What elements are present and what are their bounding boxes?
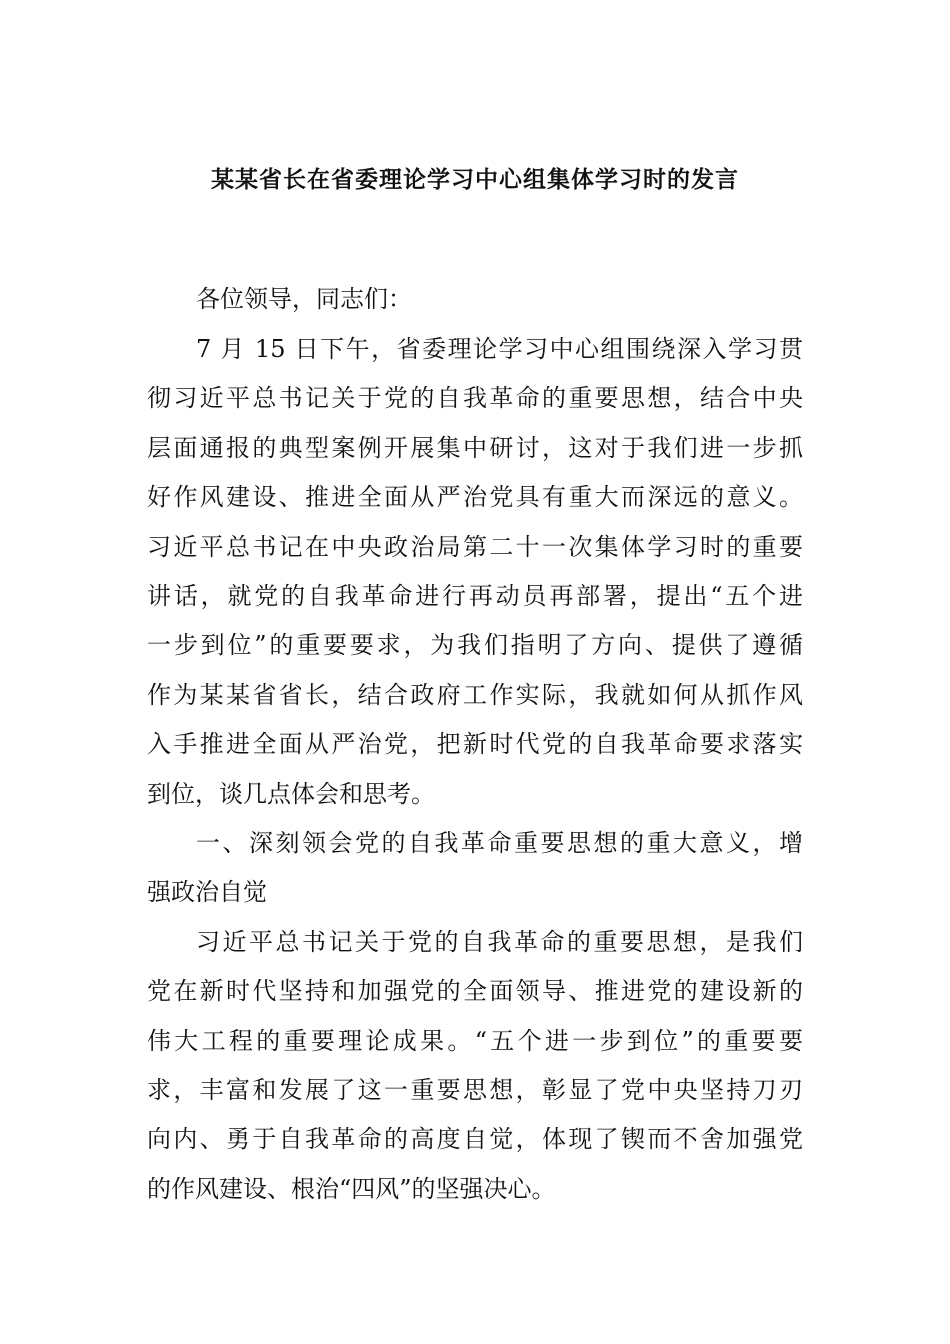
document-title: 某某省长在省委理论学习中心组集体学习时的发言 xyxy=(211,166,739,193)
paragraph-line: 到位，谈几点体会和思考。 xyxy=(147,780,435,808)
section-heading-line: 一、深刻领会党的自我革命重要思想的重大意义，增 xyxy=(196,829,803,857)
paragraph-line: 习近平总书记在中央政治局第二十一次集体学习时的重要 xyxy=(147,533,803,561)
paragraph-line: 彻习近平总书记关于党的自我革命的重要思想，结合中央 xyxy=(147,384,803,412)
salutation: 各位领导，同志们： xyxy=(196,285,412,313)
paragraph-line: 向内、勇于自我革命的高度自觉，体现了锲而不舍加强党 xyxy=(147,1125,803,1153)
paragraph-line: 求，丰富和发展了这一重要思想，彰显了党中央坚持刀刃 xyxy=(147,1076,803,1104)
paragraph-line: 党在新时代坚持和加强党的全面领导、推进党的建设新的 xyxy=(147,977,803,1005)
paragraph-line: 好作风建设、推进全面从严治党具有重大而深远的意义。 xyxy=(147,483,803,511)
paragraph-line: 7 月 15 日下午，省委理论学习中心组围绕深入学习贯 xyxy=(196,335,803,363)
paragraph-line: 作为某某省省长，结合政府工作实际，我就如何从抓作风 xyxy=(147,681,803,709)
paragraph-line: 习近平总书记关于党的自我革命的重要思想，是我们 xyxy=(196,928,803,956)
paragraph-line: 层面通报的典型案例开展集中研讨，这对于我们进一步抓 xyxy=(147,434,803,462)
paragraph-line: 伟大工程的重要理论成果。“五个进一步到位”的重要要 xyxy=(147,1027,803,1055)
paragraph-line: 一步到位”的重要要求，为我们指明了方向、提供了遵循 xyxy=(147,631,803,659)
section-heading-line: 强政治自觉 xyxy=(147,878,267,906)
paragraph-line: 的作风建设、根治“四风”的坚强决心。 xyxy=(147,1175,556,1203)
paragraph-line: 讲话，就党的自我革命进行再动员再部署，提出“五个进 xyxy=(147,582,803,610)
paragraph-line: 入手推进全面从严治党，把新时代党的自我革命要求落实 xyxy=(147,730,803,758)
